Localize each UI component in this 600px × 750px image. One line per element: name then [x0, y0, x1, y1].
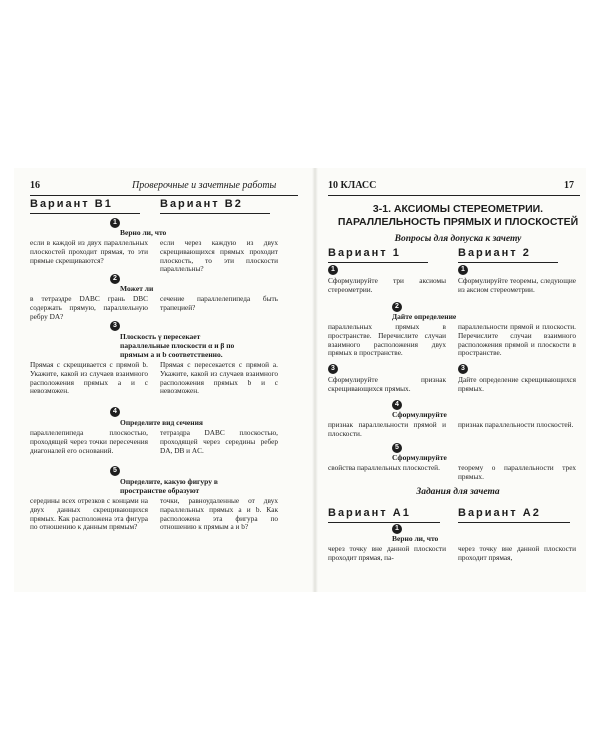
q3-b1-text: Прямая c скрещивается с прямой b. Укажите, какой из случаев взаимного расположения прямых a и c невозможен.	[30, 360, 148, 396]
r2-heading: Дайте определение	[392, 312, 457, 321]
r3-v2-text: Дайте определение скрещивающихся прямых.	[458, 375, 576, 393]
q5-heading: Определите, какую фигуру в пространстве образуют	[120, 477, 218, 495]
admission-number-3: 3	[328, 364, 338, 374]
r4-heading: Сформулируйте	[392, 410, 447, 419]
variant-b2-label: Вариант В2	[160, 198, 243, 210]
r3-v1-text: Сформулируйте признак скрещивающихся прямых.	[328, 375, 446, 393]
r5-v1-text: свойства параллельных плоскостей.	[328, 463, 440, 472]
variant-a1-underline	[328, 522, 440, 523]
q4-b2-text: тетраэдра DABC плоскостью, проходящей через середины ребер DA, DB и AC.	[160, 428, 278, 455]
q5-b1-text: середины всех отрезков с концами на двух данных скрещивающихся прямых. Как расположена эта фигура по отношению к данным прямым?	[30, 496, 148, 532]
variant-1-underline	[328, 262, 428, 263]
variant-2-underline	[458, 262, 558, 263]
right-page-number: 17	[564, 180, 574, 191]
book-spine	[312, 168, 318, 592]
admission-number-4: 4	[392, 400, 402, 410]
variant-2-label: Вариант 2	[458, 247, 531, 259]
q1-heading: Верно ли, что	[120, 228, 167, 237]
left-header-rule	[30, 195, 298, 196]
variant-1-label: Вариант 1	[328, 247, 401, 259]
variant-b1-label: Вариант В1	[30, 198, 113, 210]
r2-v2-text: параллельности прямой и плоскости. Перечислите случаи взаимного расположения прямой и плоскости в пространстве.	[458, 322, 576, 358]
variant-b2-underline	[160, 213, 270, 214]
q4-heading: Определите вид сечения	[120, 418, 203, 427]
variant-b1-underline	[30, 213, 140, 214]
admission-questions-heading: Вопросы для допуска к зачету	[394, 234, 522, 244]
tasks-heading: Задания для зачета	[416, 487, 500, 497]
question-number-1: 1	[110, 218, 120, 228]
question-number-3: 3	[110, 321, 120, 331]
q3-heading: Плоскость γ пересекает параллельные плоскости α и β по прямым a и b соответственно.	[120, 332, 235, 359]
r4-v1-text: признак параллельности прямой и плоскости.	[328, 420, 446, 438]
question-number-2: 2	[110, 274, 120, 284]
q1-b2-text: если через каждую из двух скрещивающихся прямых проходит плоскость, то эти плоскости параллельны?	[160, 238, 278, 274]
q2-heading: Может ли	[120, 284, 154, 293]
r5-heading: Сформулируйте	[392, 453, 447, 462]
admission-number-3-v2: 3	[458, 364, 468, 374]
book-spread	[14, 168, 586, 592]
admission-number-5: 5	[392, 443, 402, 453]
r1-v2-text: Сформулируйте теоремы, следующие из аксиом стереометрии.	[458, 276, 576, 294]
r4-v2-text: признак параллельности плоскостей.	[458, 420, 574, 429]
admission-number-1: 1	[328, 265, 338, 275]
left-running-title: Проверочные и зачетные работы	[132, 180, 277, 191]
question-number-5: 5	[110, 466, 120, 476]
q3-b2-text: Прямая c пересекается с прямой a. Укажите, какой из случаев взаимного расположения прямых b и c невозможен.	[160, 360, 278, 396]
a1-v1-text: через точку вне данной плоскости проходит прямая, па-	[328, 544, 446, 562]
r1-v1-text: Сформулируйте три аксиомы стереометрии.	[328, 276, 446, 294]
q4-b1-text: параллелепипеда плоскостью, проходящей через точки пересечения диагоналей его оснований.	[30, 428, 148, 455]
q5-b2-text: точки, равноудаленные от двух параллельных прямых a и b. Как расположена эта фигура по отношению к прямым a и b?	[160, 496, 278, 532]
left-page-number: 16	[30, 180, 40, 191]
admission-number-2: 2	[392, 302, 402, 312]
section-title: 3-1. АКСИОМЫ СТЕРЕОМЕТРИИ. ПАРАЛЛЕЛЬНОСТЬ ПРЯМЫХ И ПЛОСКОСТЕЙ	[337, 203, 579, 228]
a1-heading: Верно ли, что	[392, 534, 439, 543]
a1-v2-text: через точку вне данной плоскости проходит прямая,	[458, 544, 576, 562]
variant-a1-label: Вариант А1	[328, 507, 411, 519]
question-number-4: 4	[110, 407, 120, 417]
q2-b2-text: сечение параллелепипеда быть трапецией?	[160, 294, 278, 312]
r5-v2-text: теорему о параллельности трех прямых.	[458, 463, 576, 481]
q2-b1-text: в тетраэдре DABC грань DBC содержать прямую, параллельную ребру DA?	[30, 294, 148, 321]
admission-number-1-v2: 1	[458, 265, 468, 275]
task-number-1: 1	[392, 524, 402, 534]
variant-a2-underline	[458, 522, 570, 523]
grade-label: 10 КЛАСС	[328, 180, 377, 191]
r2-v1-text: параллельных прямых в пространстве. Перечислите случаи взаимного расположения двух прямых в пространстве.	[328, 322, 446, 358]
q1-b1-text: если в каждой из двух параллельных плоскостей проходит прямая, то эти прямые скрещиваются?	[30, 238, 148, 265]
right-header-rule	[328, 195, 580, 196]
variant-a2-label: Вариант А2	[458, 507, 541, 519]
